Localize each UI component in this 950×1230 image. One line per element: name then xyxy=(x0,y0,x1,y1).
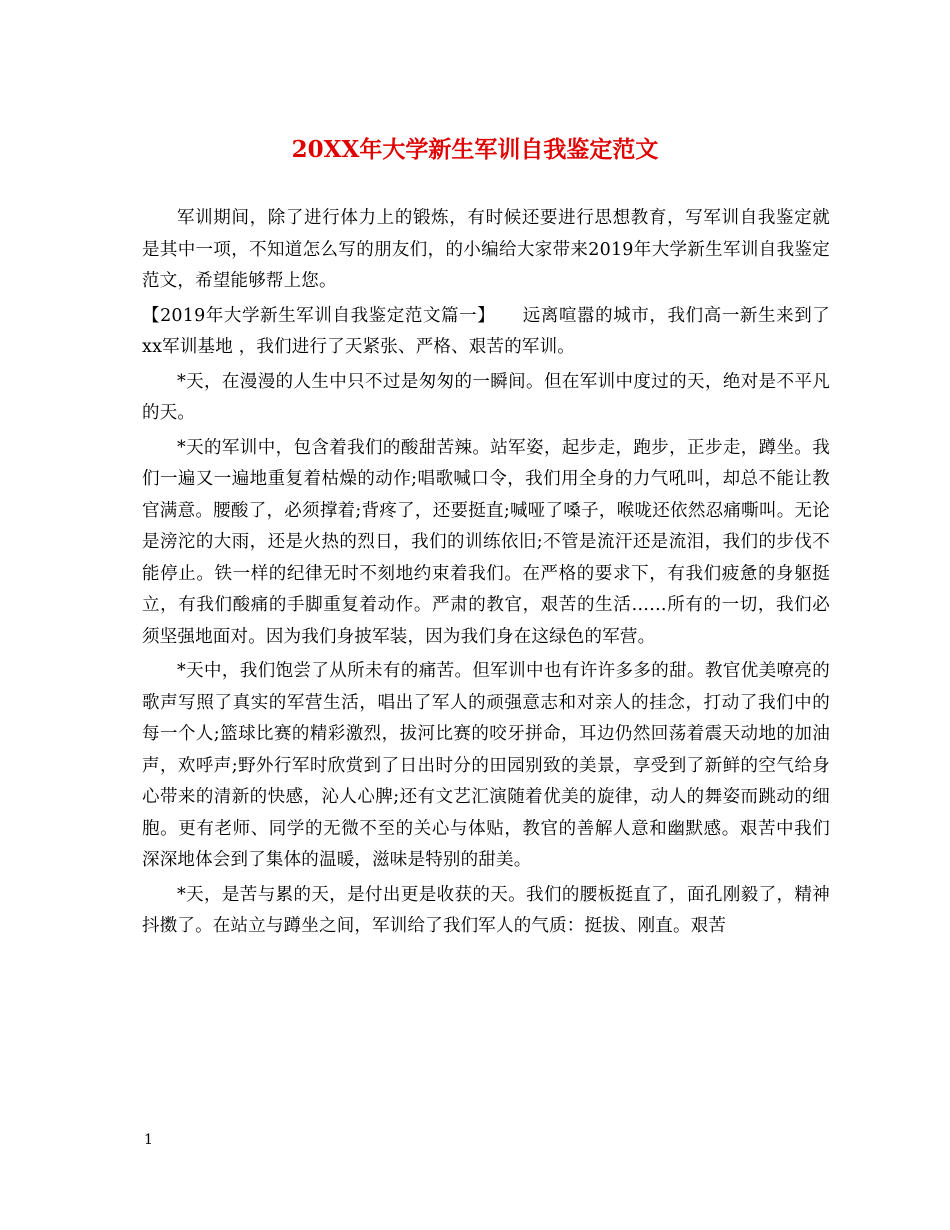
paragraph-sweetness: *天中，我们饱尝了从所未有的痛苦。但军训中也有许许多多的甜。教官优美嘹亮的歌声写照了真实的军营生活，唱出了军人的顽强意志和对亲人的挂念，打动了我们中的每一个人;篮球比赛的精彩激烈，拔河比赛的咬牙拼命，耳边仍然回荡着震天动地的加油声，欢呼声;野外行军时欣赏到了日出时分的田园别致的美景，享受到了新鲜的空气给身心带来的清新的快感，沁人心脾;还有文艺汇演随着优美的旋律，动人的舞姿而跳动的细胞。更有老师、同学的无微不至的关心与体贴，教官的善解人意和幽默感。艰苦中我们深深地体会到了集体的温暖，滋味是特别的甜美。 xyxy=(142,661,830,870)
paragraph-hardship: *天的军训中，包含着我们的酸甜苦辣。站军姿，起步走，跑步，正步走，蹲坐。我们一遍又一遍地重复着枯燥的动作;唱歌喊口令，我们用全身的力气吼叫，却总不能让教官满意。腰酸了，必须撑着;背疼了，还要挺直;喊哑了嗓子，喉咙还依然忍痛嘶叫。无论是滂沱的大雨，还是火热的烈日，我们的训练依旧;不管是流汗还是流泪，我们的步伐不能停止。铁一样的纪律无时不刻地约束着我们。在严格的要求下，有我们疲惫的身躯挺立，有我们酸痛的手脚重复着动作。严肃的教官，艰苦的生活……所有的一切，我们必须坚强地面对。因为我们身披军装，因为我们身在这绿色的军营。 xyxy=(142,437,830,647)
document-title: 20XX年大学新生军训自我鉴定范文 xyxy=(291,136,659,163)
document-body xyxy=(142,203,830,943)
paragraph-harvest: *天，是苦与累的天，是付出更是收获的天。我们的腰板挺直了，面孔刚毅了，精神抖擞了。在站立与蹲坐之间，军训给了我们军人的气质：挺拔、刚直。艰苦 xyxy=(142,884,830,936)
page-number: 1 xyxy=(144,1132,153,1148)
paragraph-intro: 军训期间，除了进行体力上的锻炼，有时候还要进行思想教育，写军训自我鉴定就是其中一项，不知道怎么写的朋友们，的小编给大家带来2019年大学新生军训自我鉴定范文，希望能够帮上您。 xyxy=(142,208,830,291)
paragraph-days: *天，在漫漫的人生中只不过是匆匆的一瞬间。但在军训中度过的天，绝对是不平凡的天。 xyxy=(142,371,830,423)
paragraph-section-heading: 【2019年大学新生军训自我鉴定范文篇一】 远离喧嚣的城市，我们高一新生来到了xx军训基地 ，我们进行了天紧张、严格、艰苦的军训。 xyxy=(142,305,830,357)
